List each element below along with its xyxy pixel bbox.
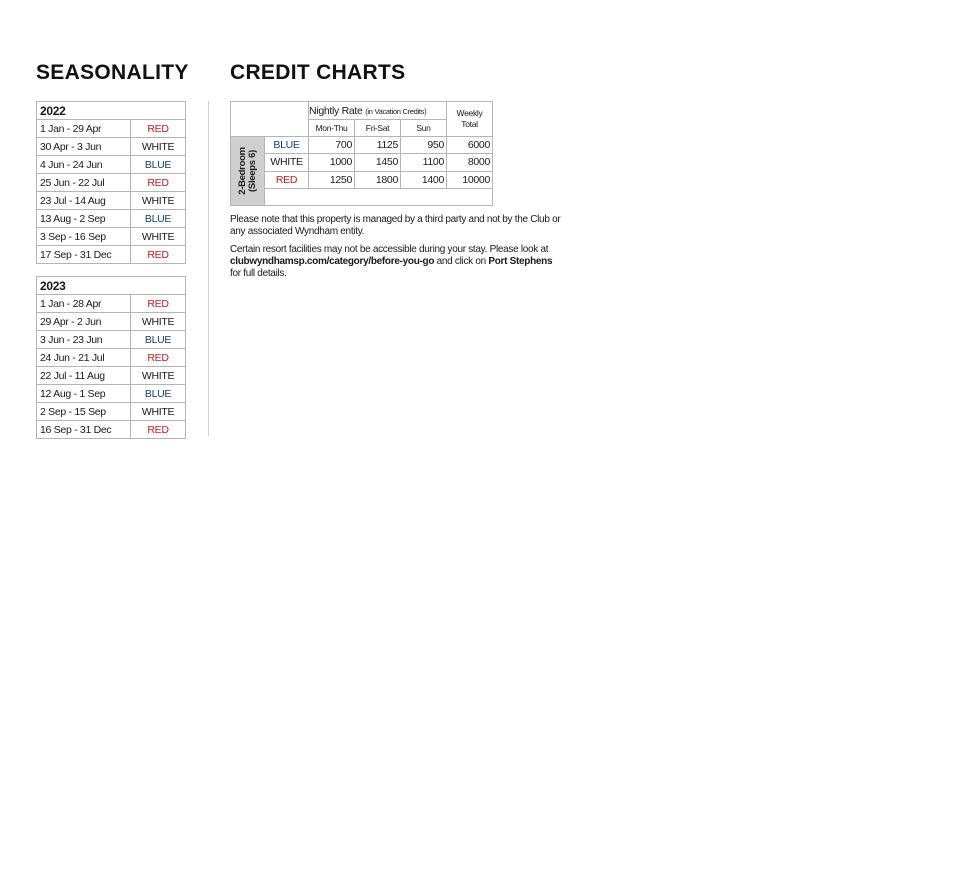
- season-label: WHITE: [131, 403, 186, 421]
- weekly-label: Weekly: [456, 108, 483, 118]
- date-range: 12 Aug - 1 Sep: [37, 385, 131, 403]
- credit-value: 1400: [401, 171, 447, 188]
- credit-value: 1125: [355, 137, 401, 154]
- date-range: 13 Aug - 2 Sep: [37, 210, 131, 228]
- facilities-note: [230, 244, 565, 280]
- unit-type-cell: [231, 137, 265, 206]
- weekly-total-value: 6000: [447, 137, 493, 154]
- date-range: 1 Jan - 28 Apr: [37, 295, 131, 313]
- date-range: 29 Apr - 2 Jun: [37, 313, 131, 331]
- col-header-sun: Sun: [401, 120, 447, 137]
- season-label: WHITE: [131, 228, 186, 246]
- season-name: RED: [265, 171, 309, 188]
- credit-charts-heading: CREDIT CHARTS: [230, 61, 406, 84]
- date-range: 3 Jun - 23 Jun: [37, 331, 131, 349]
- note-text: Certain resort facilities may not be accessible during your stay. Please look at: [230, 244, 549, 255]
- season-row: [37, 295, 186, 313]
- season-row: [37, 210, 186, 228]
- season-label: RED: [131, 246, 186, 264]
- credit-value: 1250: [309, 171, 355, 188]
- season-label: BLUE: [131, 385, 186, 403]
- credit-value: 950: [401, 137, 447, 154]
- credit-chart-table: [230, 101, 493, 206]
- weekly-total-header: [447, 102, 493, 137]
- column-divider: [208, 101, 209, 436]
- weekly-total-value: 10000: [447, 171, 493, 188]
- note-text: and click on: [434, 256, 489, 267]
- nightly-rate-label: Nightly Rate: [309, 104, 363, 117]
- unit-name: 2-Bedroom: [236, 147, 248, 195]
- port-stephens-text: Port Stephens: [488, 256, 553, 267]
- season-row: [37, 313, 186, 331]
- management-note: Please note that this property is managed by a third party and not by the Club or any associated Wyndham entity.: [230, 214, 561, 237]
- credit-row: [231, 137, 493, 154]
- unit-sleeps: (Sleeps 6): [246, 150, 258, 192]
- season-row: [37, 331, 186, 349]
- date-range: 2 Sep - 15 Sep: [37, 403, 131, 421]
- season-row: [37, 385, 186, 403]
- date-range: 17 Sep - 31 Dec: [37, 246, 131, 264]
- season-row: [37, 174, 186, 192]
- weekly-total-value: 8000: [447, 154, 493, 171]
- date-range: 30 Apr - 3 Jun: [37, 138, 131, 156]
- total-label: Total: [461, 119, 478, 129]
- season-label: RED: [131, 120, 186, 138]
- season-label: BLUE: [131, 156, 186, 174]
- credit-row: [231, 154, 493, 171]
- empty-corner-cell: [231, 102, 309, 137]
- season-name: WHITE: [265, 154, 309, 171]
- seasonality-table-2022: [36, 101, 186, 264]
- season-label: RED: [131, 349, 186, 367]
- date-range: 3 Sep - 16 Sep: [37, 228, 131, 246]
- season-label: WHITE: [131, 138, 186, 156]
- season-name: BLUE: [265, 137, 309, 154]
- season-row: [37, 156, 186, 174]
- nightly-rate-header: [309, 102, 447, 120]
- note-text: for full details.: [230, 268, 287, 279]
- date-range: 16 Sep - 31 Dec: [37, 421, 131, 439]
- season-label: RED: [131, 174, 186, 192]
- date-range: 1 Jan - 29 Apr: [37, 120, 131, 138]
- credit-value: 1450: [355, 154, 401, 171]
- season-label: WHITE: [131, 192, 186, 210]
- nightly-rate-sub: (in Vacation Credits): [365, 106, 427, 116]
- season-label: RED: [131, 295, 186, 313]
- season-label: WHITE: [131, 367, 186, 385]
- season-label: WHITE: [131, 313, 186, 331]
- season-row: [37, 421, 186, 439]
- unit-type-label: [238, 147, 258, 194]
- col-header-mon-thu: Mon-Thu: [309, 120, 355, 137]
- season-label: BLUE: [131, 331, 186, 349]
- credit-value: 700: [309, 137, 355, 154]
- date-range: 22 Jul - 11 Aug: [37, 367, 131, 385]
- season-row: [37, 349, 186, 367]
- credit-value: 1100: [401, 154, 447, 171]
- season-row: [37, 138, 186, 156]
- before-you-go-link[interactable]: clubwyndhamsp.com/category/before-you-go: [230, 256, 435, 267]
- season-row: [37, 367, 186, 385]
- season-row: [37, 228, 186, 246]
- season-row: [37, 403, 186, 421]
- col-header-fri-sat: Fri-Sat: [355, 120, 401, 137]
- seasonality-heading: SEASONALITY: [36, 61, 189, 84]
- date-range: 23 Jul - 14 Aug: [37, 192, 131, 210]
- season-label: RED: [131, 421, 186, 439]
- season-row: [37, 120, 186, 138]
- date-range: 4 Jun - 24 Jun: [37, 156, 131, 174]
- year-label: 2023: [37, 277, 186, 295]
- credit-value: 1000: [309, 154, 355, 171]
- season-label: BLUE: [131, 210, 186, 228]
- date-range: 25 Jun - 22 Jul: [37, 174, 131, 192]
- date-range: 24 Jun - 21 Jul: [37, 349, 131, 367]
- empty-footer-cell: [265, 188, 493, 205]
- season-row: [37, 246, 186, 264]
- credit-value: 1800: [355, 171, 401, 188]
- year-label: 2022: [37, 102, 186, 120]
- season-row: [37, 192, 186, 210]
- credit-row: [231, 171, 493, 188]
- seasonality-table-2023: [36, 276, 186, 439]
